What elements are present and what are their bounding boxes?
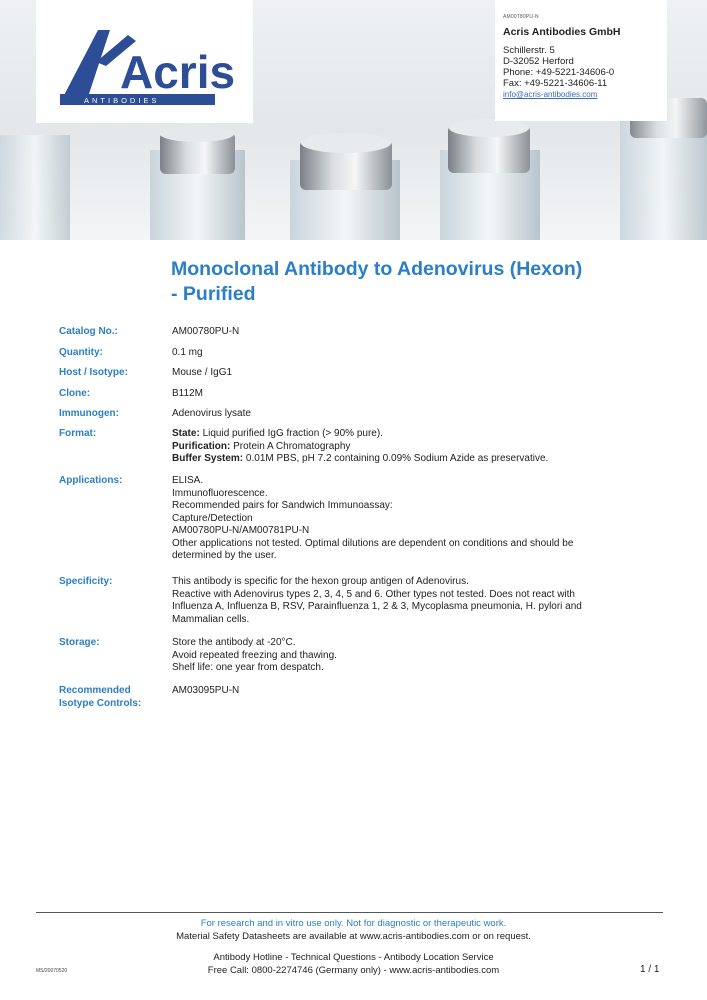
spec-label: Recommended Isotype Controls: bbox=[59, 685, 142, 709]
company-name: Acris Antibodies GmbH bbox=[503, 26, 621, 38]
phone-line: Phone: +49-5221-34606-0 bbox=[503, 67, 615, 78]
spec-value: ELISA. Immunofluorescence. Recommended pairs for Sandwich Immunoassay: Capture/Detection AM00780PU-N/AM00781PU-N Other applications not tested. Optimal dilutions are dependent on conditions and should be determined by the user. bbox=[172, 475, 574, 561]
company-logo bbox=[36, 0, 253, 123]
spec-label: Quantity: bbox=[59, 347, 103, 358]
fax-line: Fax: +49-5221-34606-11 bbox=[503, 78, 608, 89]
spec-label: Format: bbox=[59, 428, 97, 439]
footer-notice bbox=[0, 918, 707, 943]
title-line-2: - Purified bbox=[171, 283, 256, 305]
spec-label: Applications: bbox=[59, 475, 123, 486]
email-link[interactable]: info@acris-antibodies.com bbox=[503, 90, 598, 99]
spec-value: Adenovirus lysate bbox=[172, 408, 251, 419]
ms-code: MS/20070520 bbox=[36, 968, 68, 974]
spec-label: Catalog No.: bbox=[59, 326, 118, 337]
spec-value: Store the antibody at -20°C. Avoid repeated freezing and thawing. Shelf life: one year from despatch. bbox=[172, 637, 337, 673]
research-use-notice: For research and in vitro use only. Not for diagnostic or therapeutic work. bbox=[200, 918, 507, 929]
address-line: D-32052 Herford bbox=[503, 56, 574, 67]
address-line: Schillerstr. 5 bbox=[503, 45, 555, 56]
spec-value: State: Liquid purified IgG fraction (> 90% pure). Purification: Protein A Chromatography Buffer System: 0.01M PBS, pH 7.2 containing 0.09% Sodium Azide as preservative. bbox=[172, 428, 549, 464]
page-number: 1 / 1 bbox=[640, 964, 660, 975]
hotline-text: Antibody Hotline - Technical Questions - Antibody Location Service bbox=[213, 952, 494, 963]
title-line-1: Monoclonal Antibody to Adenovirus (Hexon) bbox=[171, 258, 583, 280]
logo-subtext: ANTIBODIES bbox=[84, 96, 160, 105]
spec-value: This antibody is specific for the hexon group antigen of Adenovirus. Reactive with Adenovirus types 2, 3, 4, 5 and 6. Other types not tested. Does not react with Influenza A, Influenza B, RSV, Parainfluenza 1, 2 & 3, Mycoplasma pneumonia, H. pylori and Mammalian cells. bbox=[172, 576, 582, 625]
acris-logo-image bbox=[36, 0, 253, 123]
spec-value: B112M bbox=[172, 388, 203, 399]
spec-value: 0.1 mg bbox=[172, 347, 203, 358]
spec-label: Clone: bbox=[59, 388, 91, 399]
logo-text: Acris bbox=[120, 46, 236, 98]
spec-label: Immunogen: bbox=[59, 408, 119, 419]
free-call-text: Free Call: 0800-2274746 (Germany only) - www.acris-antibodies.com bbox=[207, 965, 500, 976]
spec-value: AM00780PU-N bbox=[172, 326, 240, 337]
contact-info bbox=[495, 0, 667, 121]
spec-label: Specificity: bbox=[59, 576, 113, 587]
page-title bbox=[171, 257, 651, 307]
footer-hotline bbox=[0, 951, 707, 977]
document-reference: AM00780PU-N bbox=[503, 14, 539, 20]
spec-label: Host / Isotype: bbox=[59, 367, 128, 378]
spec-label: Storage: bbox=[59, 637, 100, 648]
msds-notice: Material Safety Datasheets are available at www.acris-antibodies.com or on request. bbox=[176, 930, 531, 942]
spec-value: Mouse / IgG1 bbox=[172, 367, 233, 378]
footer-divider bbox=[36, 912, 663, 913]
spec-value: AM03095PU-N bbox=[172, 685, 240, 696]
